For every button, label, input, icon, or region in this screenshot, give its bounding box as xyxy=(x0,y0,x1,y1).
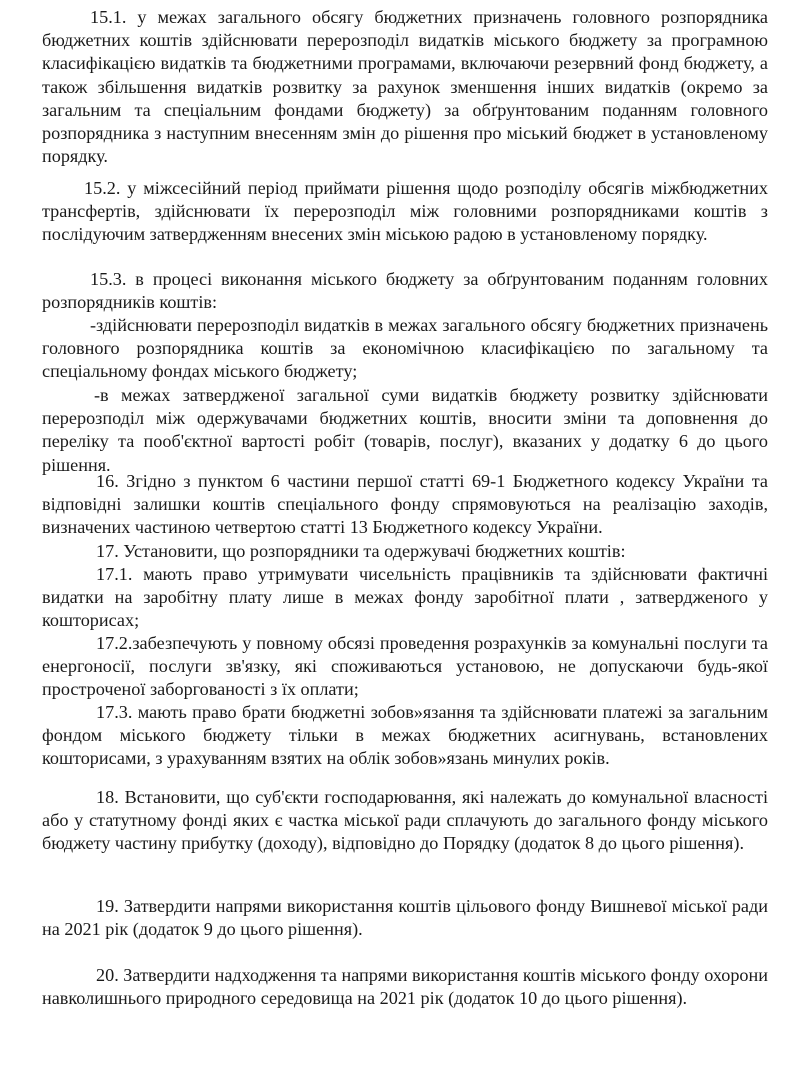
paragraph-15-1: 15.1. у межах загального обсягу бюджетних призначень головного розпорядника бюджетних коштів здійснювати перерозподіл видатків міського бюджету за програмною класифікацією видатків та бюджетними програмами, включаючи резервний фонд бюджету, а також збільшення видатків розвитку за рахунок зменшення інших видатків (окремо за загальним та спеціальним фондами бюджету) за обґрунтованим поданням головного розпорядника з наступним внесенням змін до рішення про міський бюджет в установленому порядку. xyxy=(42,7,768,167)
paragraph-15-3-item-b: -в межах затвердженої загальної суми видатків бюджету розвитку здійснювати перерозподіл між одержувачами бюджетних коштів, вносити зміни та доповнення до переліку та пооб'єктної вартості робіт (товарів, послуг), вказаних у додатку 6 до цього рішення. xyxy=(42,385,768,475)
paragraph-16: 16. Згідно з пунктом 6 частини першої статті 69-1 Бюджетного кодексу України та відповідні залишки коштів спеціального фонду спрямовуються на реалізацію заходів, визначених частиною четвертою статті 13 Бюджетного кодексу України. xyxy=(42,471,768,538)
paragraph-17: 17. Установити, що розпорядники та одержувачі бюджетних коштів: xyxy=(96,541,626,561)
paragraph-17-2: 17.2.забезпечують у повному обсязі проведення розрахунків за комунальні послуги та енергоносії, послуги зв'язку, які споживаються установою, не допускаючи будь-якої простроченої заборгованості з їх оплати; xyxy=(42,633,768,700)
paragraph-19: 19. Затвердити напрями використання коштів цільового фонду Вишневої міської ради на 2021 рік (додаток 9 до цього рішення). xyxy=(42,896,768,940)
paragraph-18: 18. Встановити, що суб'єкти господарювання, які належать до комунальної власності або у статутному фонді яких є частка міської ради сплачують до загального фонду міського бюджету частину прибутку (доходу), відповідно до Порядку (додаток 8 до цього рішення). xyxy=(42,787,768,854)
paragraph-15-3: 15.3. в процесі виконання міського бюджету за обґрунтованим поданням головних розпорядників коштів: xyxy=(42,269,768,313)
paragraph-15-3-item-a: -здійснювати перерозподіл видатків в межах загального обсягу бюджетних призначень головного розпорядника коштів за економічною класифікацією по загальному та спеціальному фондах міського бюджету; xyxy=(42,315,768,382)
paragraph-20: 20. Затвердити надходження та напрями використання коштів міського фонду охорони навколишнього природного середовища на 2021 рік (додаток 10 до цього рішення). xyxy=(42,965,768,1009)
paragraph-17-1: 17.1. мають право утримувати чисельність працівників та здійснювати фактичні видатки на заробітну плату лише в межах фонду заробітної плати , затвердженого у кошторисах; xyxy=(42,564,768,631)
paragraph-17-3: 17.3. мають право брати бюджетні зобов»язання та здійснювати платежі за загальним фондом міського бюджету тільки в межах бюджетних асигнувань, встановлених кошторисами, з урахуванням взятих на облік зобов»язань минулих років. xyxy=(42,702,768,769)
paragraph-15-2: 15.2. у міжсесійний період приймати рішення щодо розподілу обсягів міжбюджетних трансфертів, здійснювати їх перерозподіл між головними розпорядниками коштів з послідуючим затвердженням внесених змін міською радою в установленому порядку. xyxy=(42,178,768,245)
